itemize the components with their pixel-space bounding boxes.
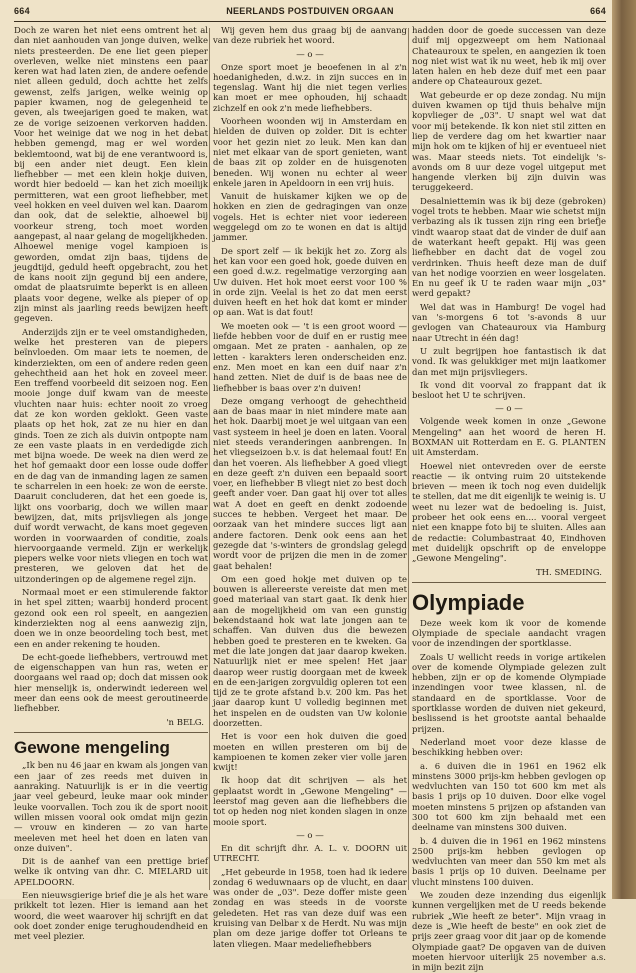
book-spine: [612, 0, 636, 899]
paragraph: Wat gebeurde er op deze zondag. Nu mijn duiven kwamen op tijd thuis behalve mijn kopvlieger de „03". U snapt wel wat dat voor mij betekende. Ik kon niet stil zitten en liep de verdere dag om het kwartier naar mijn hok om te kijken of hij er eventueel niet was. Maar steeds niets. Tot eindelijk 's-avonds om 8 uur deze vogel uitgeput met hangende vlerken bij zijn duivin was teruggekeerd.: [412, 90, 606, 194]
paragraph: Deze week kom ik voor de komende Olympiade de speciale aandacht vragen voor de inzendingen der sportklasse.: [412, 618, 606, 650]
signature-smeding: TH. SMEDING.: [535, 567, 602, 578]
paragraph: Wel dat was in Hamburg! De vogel had van 's-morgens 6 tot 's-avonds 8 uur gevlogen van Chateauroux via Hamburg naar Utrecht in één dag!: [412, 302, 606, 344]
paragraph: hadden door de goede successen van deze duif mij opgezweept om hem Nationaal Chateauroux te spelen, en aangezien ik toen nog niet wist wat ik nu weet, heb ik mij over laten halen en heb deze duif met een paar andere op Chateauroux gezet.: [412, 26, 606, 88]
paragraph: Voorheen woonden wij in Amsterdam en hielden de duiven op zolder. Dit is echter voor het gezin niet zo leuk. Men kan dan niet met elkaar van de sport genieten, want de baas zit op zolder en de huisgenoten beneden. Wij wonen nu echter al weer enkele jaren in Apeldoorn in een vrij huis.: [213, 117, 407, 189]
paragraph: De sport zelf — ik bekijk het zo. Zorg als het kan voor een goed hok, goede duiven en een goed d.w.z. regelmatige verzorging aan Uw duiven. Het hok moet eerst voor 100 % in orde zijn. Veelal is het zo dat men eerst duiven heeft en het hok dat komt er minder op aan. Wat is dat fout!: [213, 246, 407, 319]
paragraph: Doch ze waren het niet eens omtrent het al dan niet aanhouden van jonge duiven, welke niets presteerden. De ene liet geen pieper overleven, welke niet minstens een paar keren wat had laten zien, de andere oefende niet alleen geduld, doch achtte het zelfs gewenst, zelfs jarigen, welke weinig op papier kwamen, nog de gelegenheid te geven, als tweejarigen goed te maken, wat ze de vorige seizoenen verkorven hadden. Voor het weinige dat we nog in het debat hebben gemengd, mag er wel worden beklemtoond, wat bij de ene verantwoord is, bij een ander niet deugt. Een klein liefhebber — met een klein hokje duiven, wordt hier bedoeld — kan het zich moeilijk permitteren, wat een groot liefhebber, met veel hokken en veel duiven wel kan. Daarom dan ook, dat de selektie, alhoewel bij voorkeur streng, toch moet worden aangepast, al naar gelang de mogelijkheden. Alhoewel menige vogel kampioen is geworden, omdat zijn baas, tijdens de jeugdtijd, geduld heeft opgebracht, zou het de kans nooit zijn gegund bij een andere, omdat de plaatsruimte beperkt is en alleen plaats voor degene, welke als pieper of op zijn minst als jaarling reeds bewijzen heeft gegeven.: [14, 26, 208, 325]
page-number-right: 664: [590, 6, 606, 16]
column-3: [412, 26, 606, 973]
page-number-left: 664: [14, 6, 30, 16]
column-divider: [209, 28, 210, 890]
paragraph: Wij geven hem dus graag bij de aanvang van deze rubriek het woord.: [213, 26, 407, 47]
section-rule: [412, 582, 606, 583]
olympiade-heading: Olympiade: [412, 589, 525, 615]
paragraph: Het is voor een hok duiven die goed moeten en willen presteren om bij de kampioenen te komen zeker vier volle jaren kwijt!: [213, 732, 407, 774]
header-rule: [14, 21, 606, 22]
paragraph: En dit schrijft dhr. A. L. v. DOORN uit UTRECHT.: [213, 843, 407, 865]
paragraph: Vanuit de huiskamer kijken we op de hokken en zien de gedragingen van onze vogels. Het is echter niet voor iedereen weggelegd om zo te wonen en dat is altijd jammer.: [213, 192, 407, 244]
paragraph: Een nieuwsgierige brief die je als het ware prikkelt tot lezen. Hier is iemand aan het woord, die weet waarover hij schrijft en dat ook doet zonder enige terughoudendheid en met veel plezier.: [14, 891, 208, 943]
section-rule: [14, 732, 208, 733]
paragraph: Nederland moet voor deze klasse de beschikking hebben over:: [412, 737, 606, 759]
paragraph: Deze omgang verhoogt de gehechtheid aan de baas maar in niet mindere mate aan het hok. Daarbij moet je wel uitgaan van een vast systeem in heel je doen en laten. Vooral niet steeds veranderingen aanbrengen. In het vliegseizoen b.v. is dat helemaal fout! En dan het voeren. Als liefhebber A goed vliegt en deze geeft z'n duiven een bepaald soort voer, en liefhebber B vliegt niet zo best doch geeft ander voer. Dan gaat hij over tot alles wat A doet en geeft en denkt zodoende succes te hebben. Vergeet het maar. De oorzaak van het mindere succes ligt aan andere factoren. Denk ook eens aan het gezegde dat 's-winters de grondslag gelegd wordt voor de prijzen die men in de zomer gaat behalen!: [213, 396, 407, 572]
separator: — o —: [296, 49, 324, 60]
paragraph: Om een goed hokje met duiven op te bouwen is allereerste vereiste dat men met goed materiaal van start gaat. Ik denk hier aan de mogelijkheid om van een gunstig bekendstaand hok wat late jongen aan te schaffen. Van duiven dus die bewezen hebben goed te presteren en te kweken. Ga met die late jongen dat jaar daarop kweken. Natuurlijk niet er mee spelen! Het jaar daarop weer rustig doorgaan met de kweek en de een-jarigen zorgvuldig opleren tot een tijd ze te grote afstand b.v. 200 km. Pas het jaar daarop kunt U volledig beginnen met het inspelen en de oudsten van Uw kolonie doorzetten.: [213, 574, 407, 729]
paragraph: Desalniettemin was ik bij deze (gebroken) vogel trots te hebben. Maar wie schetst mijn verbazing als ik tussen zijn ring een briefje vindt waarop staat dat de vinder de duif aan de waterkant heeft gepakt. Hij was geen liefhebber en dacht dat de vogel zou verdrinken. Thuis heeft deze man de duif van het nodige voorzien en weer losgelaten. En nu geef ik U te raden waar mijn „03" werd gepakt?: [412, 196, 606, 300]
paragraph: Dit is de aanhef van een prettige brief welke ik ontving van dhr. C. MIELARD uit APELDOORN.: [14, 857, 208, 888]
signature-belg: 'n BELG.: [166, 717, 204, 728]
paragraph: a. 6 duiven die in 1961 en 1962 elk minstens 3000 prijs-km hebben gevlogen op wedvluchten van 150 tot 600 km met als basis 1 prijs op 10 duiven. Door elke vogel moeten minstens 5 prijzen op afstanden van 300 tot 600 km zijn behaald met een deelname van minstens 300 duiven.: [412, 761, 606, 834]
paragraph: De echt-goede liefhebbers, vertrouwd met de eigenschappen van hun ras, weten er doorgaans wel raad op; doch dat missen ook hier menselijk is, onderwindt iedereen wel meer dan eens ook de meest geroutineerde liefhebber.: [14, 652, 208, 715]
paragraph: We moeten ook — 't is een groot woord — liefde hebben voor de duif en er rustig mee omgaan. Met ze praten - aanhalen, op ze letten - karakters leren onderscheiden enz. enz. Men moet en kan een duif naar z'n hand zetten. Niet de duif is de baas nee de liefhebber is baas over z'n duiven!: [213, 321, 407, 394]
paragraph: We zouden deze inzending dus eigenlijk kunnen vergelijken met de U reeds bekende rubriek „Wie heeft ze beter". Mijn vraag in deze is „Wie heeft de beste" en ook ziet de prijs zeer graag voor dit jaar op de komende Olympiade gaat? De opgaven van de duiven moeten hiervoor uiterlijk 25 november a.s. in mijn bezit zijn: [412, 891, 606, 973]
paragraph: Hoewel niet ontevreden over de eerste reactie — ik ontving ruim 20 uitstekende brieven — meen ik toch nog even duidelijk te stellen, dat me dit eigenlijk te weinig is. U weet nu lezer wat de bedoeling is. Juist, probeer het ook eens en.... vooral vergeet niet een knappe foto bij te sluiten. Alles aan de redactie: Columbastraat 40, Eindhoven met duidelijk opschrift op de enveloppe „Gewone Mengeling".: [412, 461, 606, 565]
paragraph: Normaal moet er een stimulerende faktor in het spel zitten; waarbij honderd procent gezond ook een rol speelt, en aangezien kinderziekten nog al eens aanwezig zijn, doen we in onze beoordeling toch best, met een en ander rekening te houden.: [14, 588, 208, 650]
column-divider: [408, 28, 409, 890]
paragraph: Ik hoop dat dit schrijven — als het geplaatst wordt in „Gewone Mengeling" — leerstof mag geven aan die liefhebbers die tot op heden nog niet konden slagen in onze mooie sport.: [213, 776, 407, 828]
column-1: [14, 26, 208, 943]
paragraph: Anderzijds zijn er te veel omstandigheden, welke het presteren van de piepers beïnvloeden. Om maar iets te noemen, de kinderziekten, om een of andere reden geen gehechtheid aan het hok en zoveel meer. Een treffend voorbeeld dit seizoen nog. Een mooie jonge duif kwam van de meeste vluchten naar huis: echter nooit zo vroeg dat ze kon worden geklokt. Geen vaste plaats op het hok, zat ze nu hier en dan ginds. Toen ze zich als duivin ontpopte nam ze een vaste plaats in en verdedigde zich met bijna woede. De week na dien werd ze het hof gemaakt door een losse oude doffer en de dag van de inmanding lagen ze samen te scharrelen in een hoek: ze won de eerste. Daaruit concluderen, dat het een goede is, lijkt ons voorbarig, doch we willen maar bewijzen, dat, mits prijsvliegen als jonge duif wordt verwacht, de kans moet gegeven worden in voorwaarden of conditie, zoals hiervoorgaande vermeld. Zijn er werkelijk piepers welke voor niets vliegen en toch wat presteren, we geloven dat het de uitzonderingen op de algemene regel zijn.: [14, 327, 208, 585]
paragraph: Ik vond dit voorval zo frappant dat ik besloot het U te schrijven.: [412, 380, 606, 402]
gewone-mengeling-heading: Gewone mengeling: [14, 737, 170, 757]
paragraph: b. 4 duiven die in 1961 en 1962 minstens 2500 prijs-km hebben gevlogen op wedvluchten van meer dan 550 km met als basis 1 prijs op 10 duiven. Deelname per vlucht minstens 100 duiven.: [412, 836, 606, 888]
paragraph: „Ik ben nu 46 jaar en kwam als jongen van een jaar of zes reeds met duiven in aanraking. Natuurlijk is er in die veertig jaar veel gebeurd, leuke maar ook minder leuke voorvallen. Toch zou ik de sport nooit willen missen vooral ook omdat mijn gezin — vrouw en kinderen — zo van harte meeleven met heel het doen en laten van onze duiven".: [14, 761, 208, 854]
paragraph: „Het gebeurde in 1958, toen had ik iedere zondag 6 weduwnaars op de vlucht, en daar was onder de „03". Deze doffer miste geen zondag en was steeds in de voorste geledeten. Het ras van deze duif was een kruising van Delbar x de Herdt. Nu was mijn plan om deze jarige doffer tot Orleans te laten vliegen. Maar medeliefhebbers: [213, 867, 407, 950]
separator: — o —: [495, 404, 523, 415]
publication-title: NEERLANDS POSTDUIVEN ORGAAN: [226, 6, 394, 16]
paragraph: Onze sport moet je beoefenen in al z'n hoedanigheden, d.w.z. in zijn succes en in tegenslag. Want hij die niet tegen verlies kan moet er mee ophouden, hij schaadt zichzelf en ook z'n mede liefhebbers.: [213, 62, 407, 114]
separator: — o —: [296, 830, 324, 841]
paragraph: Zoals U wellicht reeds in vorige artikelen over de komende Olympiade gelezen zult hebben, zijn er op de komende Olympiade inzendingen voor twee klassen, nl. de standaard en de sportklasse. Voor de sportklasse worden de duiven niet gekeurd, beslissend is het grootste aantal behaalde prijzen.: [412, 652, 606, 735]
paragraph: Volgende week komen in onze „Gewone Mengeling" aan het woord de heren H. BOXMAN uit Rotterdam en E. G. PLANTEN uit Amsterdam.: [412, 417, 606, 459]
page-header: [14, 6, 606, 20]
column-2: [213, 26, 407, 950]
paragraph: U zult begrijpen hoe fantastisch ik dat vond. Ik was gelukkiger met mijn laatkomer dan met mijn prijsvliegers.: [412, 346, 606, 378]
